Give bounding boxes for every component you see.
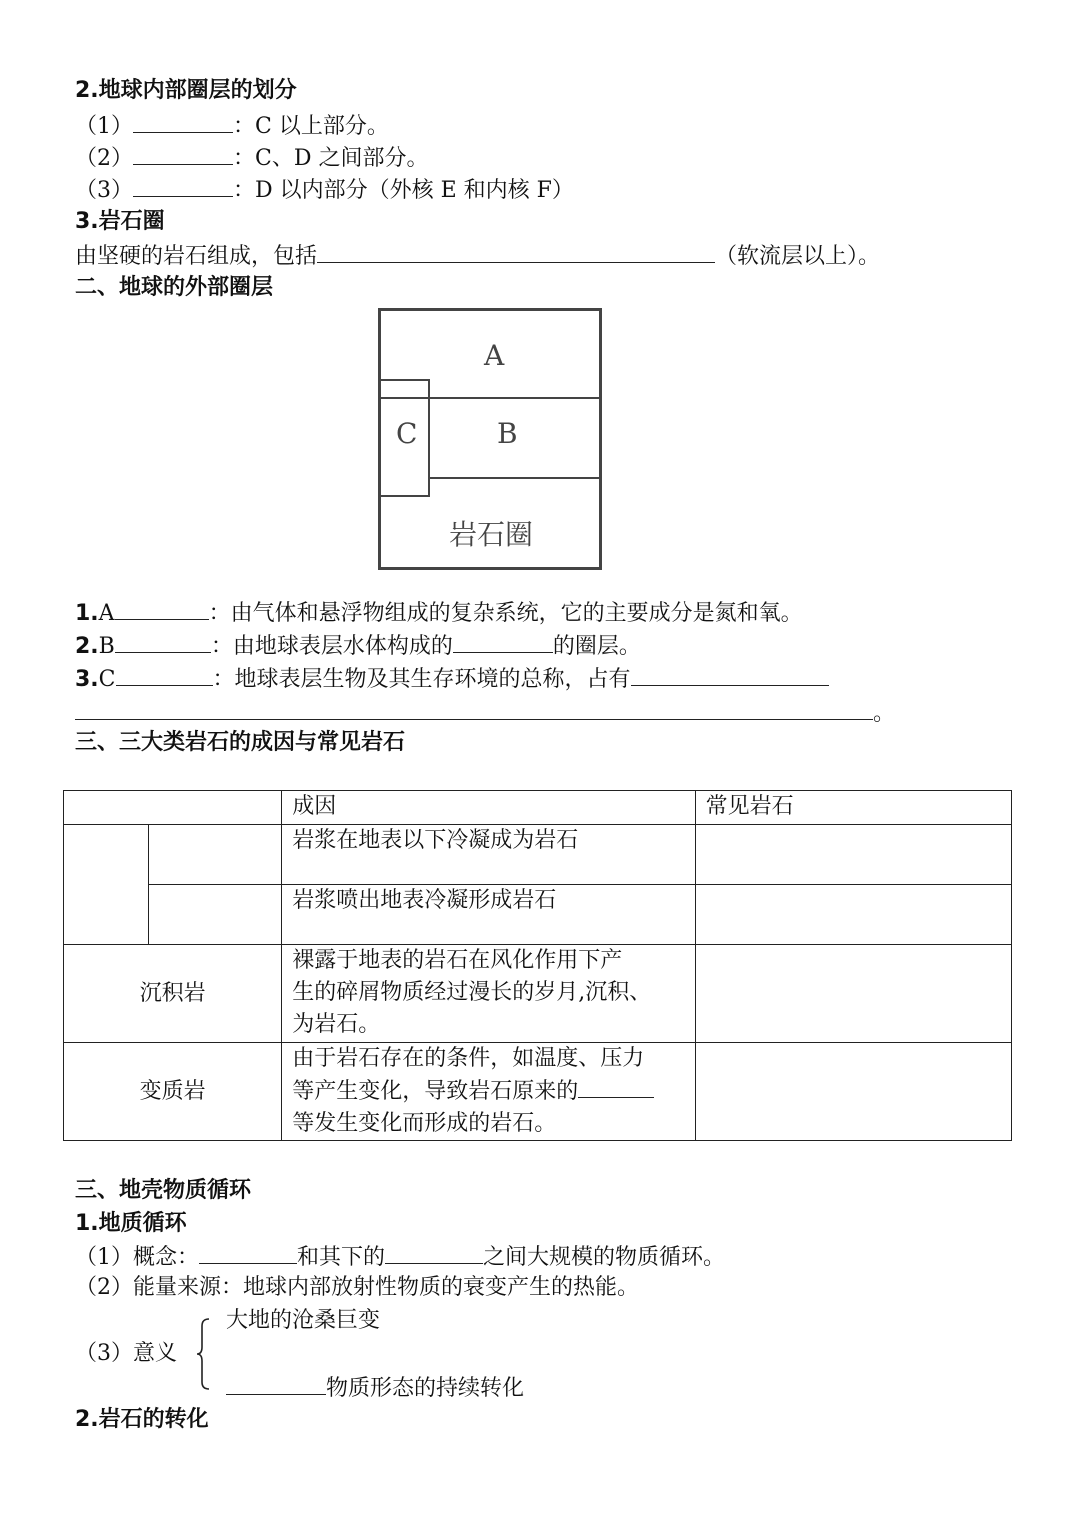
cause-line: 为岩石。 bbox=[292, 1012, 381, 1037]
fill-blank[interactable] bbox=[226, 1372, 326, 1395]
item-text: ：由气体和悬浮物组成的复杂系统，它的主要成分是氮和氧。 bbox=[208, 601, 803, 626]
item-text-after: 的圈层。 bbox=[552, 634, 641, 659]
outer-item-c-continued bbox=[75, 697, 895, 729]
fill-blank[interactable] bbox=[631, 663, 829, 686]
fill-blank[interactable] bbox=[578, 1075, 654, 1098]
period: 。 bbox=[873, 701, 896, 726]
fill-blank[interactable] bbox=[133, 142, 233, 165]
item-number: （1） bbox=[75, 114, 133, 139]
cause-cell bbox=[282, 1043, 695, 1141]
interior-item-2 bbox=[75, 142, 428, 174]
brace-icon bbox=[196, 1318, 210, 1390]
meaning-item-2 bbox=[226, 1372, 524, 1404]
rock-name-cell: 变质岩 bbox=[64, 1043, 282, 1141]
table-header-row bbox=[64, 791, 1012, 825]
table-row bbox=[64, 885, 1012, 945]
outer-item-c bbox=[75, 663, 829, 695]
cycle-heading: 三、地壳物质循环 bbox=[75, 1178, 252, 1203]
common-rocks-cell[interactable] bbox=[695, 825, 1011, 885]
item-text: ：由地球表层水体构成的 bbox=[210, 634, 453, 659]
lithosphere-heading: 3.岩石圈 bbox=[75, 209, 165, 234]
cause-line: 由于岩石存在的条件，如温度、压力 bbox=[292, 1046, 645, 1071]
item-number: 1. bbox=[75, 601, 99, 626]
cause-cell: 岩浆喷出地表冷凝形成岩石 bbox=[282, 885, 695, 945]
rock-name-cell: 沉积岩 bbox=[64, 945, 282, 1043]
rock-types-table bbox=[63, 790, 1012, 1141]
outer-item-a bbox=[75, 597, 803, 629]
concept-end: 之间大规模的物质循环。 bbox=[483, 1245, 726, 1270]
cycle-sub2: 2.岩石的转化 bbox=[75, 1407, 209, 1432]
cause-line: 等产生变化，导致岩石原来的 bbox=[292, 1079, 579, 1104]
cycle-energy: （2）能量来源：地球内部放射性物质的衰变产生的热能。 bbox=[75, 1275, 639, 1300]
diagram-label-c: C bbox=[396, 417, 418, 450]
table-row bbox=[64, 825, 1012, 885]
concept-label: （1）概念： bbox=[75, 1245, 199, 1270]
meaning-item-1: 大地的沧桑巨变 bbox=[226, 1308, 381, 1333]
item-text: ：C、D 之间部分。 bbox=[233, 146, 429, 171]
item-number: （3） bbox=[75, 178, 133, 203]
interior-item-3 bbox=[75, 174, 574, 206]
item-number: 2. bbox=[75, 634, 99, 659]
item-text: ：地球表层生物及其生存环境的总称，占有 bbox=[212, 667, 631, 692]
fill-blank[interactable] bbox=[199, 1241, 297, 1264]
fill-blank[interactable] bbox=[133, 174, 233, 197]
item-text: ：C 以上部分。 bbox=[233, 114, 389, 139]
item-letter: B bbox=[98, 634, 115, 659]
meaning-text: 物质形态的持续转化 bbox=[326, 1376, 525, 1401]
header-cell-empty bbox=[64, 791, 282, 825]
fill-blank[interactable] bbox=[115, 630, 211, 653]
common-rocks-cell[interactable] bbox=[695, 885, 1011, 945]
igneous-subtype-cell[interactable] bbox=[149, 825, 282, 885]
rocks-heading: 三、三大类岩石的成因与常见岩石 bbox=[75, 730, 406, 755]
outer-heading: 二、地球的外部圈层 bbox=[75, 275, 274, 300]
item-letter: C bbox=[98, 667, 116, 692]
interior-heading: 2.地球内部圈层的划分 bbox=[75, 78, 297, 103]
meaning-label: （3）意义 bbox=[75, 1341, 177, 1366]
fill-blank[interactable] bbox=[317, 240, 715, 263]
interior-item-1 bbox=[75, 110, 389, 142]
item-letter: A bbox=[98, 601, 115, 626]
common-rocks-cell[interactable] bbox=[695, 945, 1011, 1043]
diagram-label-lithosphere: 岩石圈 bbox=[449, 518, 534, 551]
fill-blank[interactable] bbox=[385, 1241, 483, 1264]
lithosphere-text: 由坚硬的岩石组成，包括 bbox=[75, 244, 318, 269]
cause-cell bbox=[282, 945, 695, 1043]
diagram-label-a: A bbox=[484, 339, 505, 372]
item-text: ：D 以内部分（外核 E 和内核 F） bbox=[233, 178, 574, 203]
fill-blank[interactable] bbox=[133, 110, 233, 133]
cycle-concept bbox=[75, 1241, 725, 1273]
fill-blank[interactable] bbox=[116, 663, 213, 686]
fill-blank[interactable] bbox=[453, 630, 553, 653]
concept-mid: 和其下的 bbox=[297, 1245, 386, 1270]
outer-layers-diagram bbox=[378, 308, 602, 570]
igneous-subtype-cell[interactable] bbox=[149, 885, 282, 945]
cause-cell: 岩浆在地表以下冷凝成为岩石 bbox=[282, 825, 695, 885]
table-row bbox=[64, 1043, 1012, 1141]
item-number: （2） bbox=[75, 146, 133, 171]
lithosphere-line bbox=[75, 240, 880, 272]
diagram-label-b: B bbox=[497, 417, 518, 450]
table-row bbox=[64, 945, 1012, 1043]
cycle-sub1: 1.地质循环 bbox=[75, 1211, 187, 1236]
header-cell-common-rocks: 常见岩石 bbox=[695, 791, 1011, 825]
igneous-name-cell[interactable] bbox=[64, 825, 149, 945]
lithosphere-text-after: （软流层以上）。 bbox=[715, 244, 881, 269]
cause-line: 生的碎屑物质经过漫长的岁月,沉积、 bbox=[292, 980, 652, 1005]
item-number: 3. bbox=[75, 667, 99, 692]
cause-line: 裸露于地表的岩石在风化作用下产 bbox=[292, 948, 623, 973]
outer-item-b bbox=[75, 630, 641, 662]
header-cell-cause: 成因 bbox=[282, 791, 695, 825]
cause-line: 等发生变化而形成的岩石。 bbox=[292, 1111, 557, 1136]
fill-blank[interactable] bbox=[75, 697, 873, 720]
fill-blank[interactable] bbox=[115, 597, 209, 620]
common-rocks-cell[interactable] bbox=[695, 1043, 1011, 1141]
